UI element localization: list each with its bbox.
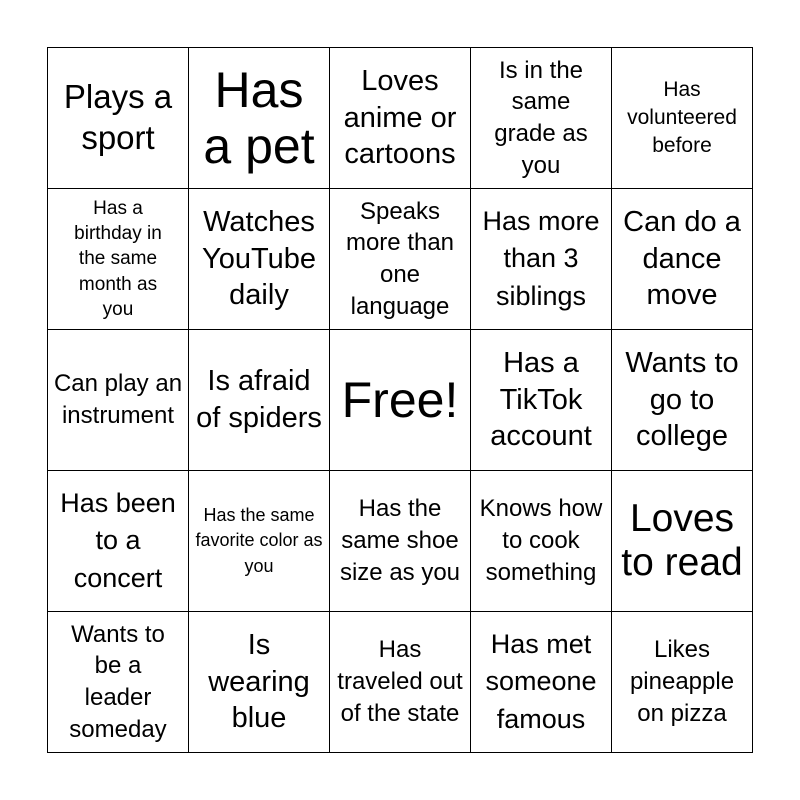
bingo-cell[interactable] bbox=[471, 471, 612, 612]
bingo-cell[interactable] bbox=[48, 48, 189, 189]
bingo-cell-text: Has a pet bbox=[203, 62, 315, 174]
bingo-cell-text: Has a birthday in the same month as you bbox=[74, 198, 162, 320]
bingo-cell-text: Wants to be a leader someday bbox=[69, 620, 167, 743]
bingo-cell[interactable] bbox=[612, 189, 753, 330]
bingo-cell[interactable] bbox=[189, 612, 330, 753]
bingo-cell-text: Speaks more than one language bbox=[345, 197, 455, 320]
bingo-cell-text: Is in the same grade as you bbox=[494, 56, 588, 179]
bingo-cell[interactable] bbox=[330, 471, 471, 612]
bingo-cell[interactable] bbox=[48, 612, 189, 753]
bingo-cell-text: Plays a sport bbox=[63, 78, 173, 156]
bingo-cell[interactable] bbox=[612, 48, 753, 189]
bingo-cell[interactable] bbox=[189, 471, 330, 612]
bingo-cell[interactable] bbox=[471, 612, 612, 753]
bingo-cell-text: Has more than 3 siblings bbox=[482, 206, 600, 311]
bingo-cell-text: Wants to go to college bbox=[625, 347, 739, 453]
bingo-cell-text: Has been to a concert bbox=[60, 488, 176, 593]
bingo-cell-text: Watches YouTube daily bbox=[202, 206, 316, 312]
bingo-cell-text: Has the same shoe size as you bbox=[339, 495, 461, 586]
bingo-cell[interactable] bbox=[471, 189, 612, 330]
bingo-cell[interactable] bbox=[330, 189, 471, 330]
bingo-cell-text: Can do a dance move bbox=[623, 206, 741, 312]
bingo-cell[interactable] bbox=[612, 330, 753, 471]
bingo-cell-text: Can play an instrument bbox=[53, 370, 183, 429]
bingo-cell[interactable] bbox=[48, 471, 189, 612]
bingo-cell[interactable] bbox=[330, 612, 471, 753]
bingo-cell[interactable] bbox=[189, 189, 330, 330]
bingo-cell[interactable] bbox=[471, 48, 612, 189]
bingo-cell[interactable] bbox=[48, 330, 189, 471]
bingo-cell-text: Likes pineapple on pizza bbox=[629, 636, 735, 727]
bingo-cell-text: Knows how to cook something bbox=[479, 495, 603, 586]
bingo-cell[interactable] bbox=[189, 330, 330, 471]
bingo-cell-text: Has met someone famous bbox=[485, 629, 597, 734]
bingo-board bbox=[47, 47, 753, 753]
free-space-text: Free! bbox=[341, 372, 459, 428]
bingo-cell-text: Has the same favorite color as you bbox=[195, 505, 323, 576]
bingo-cell[interactable] bbox=[612, 471, 753, 612]
free-space[interactable] bbox=[330, 330, 471, 471]
bingo-cell-text: Loves anime or cartoons bbox=[343, 65, 457, 171]
bingo-cell-text: Has a TikTok account bbox=[490, 347, 592, 453]
bingo-cell[interactable] bbox=[48, 189, 189, 330]
bingo-cell-text: Loves to read bbox=[621, 496, 743, 584]
bingo-cell[interactable] bbox=[471, 330, 612, 471]
bingo-cell[interactable] bbox=[330, 48, 471, 189]
bingo-cell[interactable] bbox=[612, 612, 753, 753]
bingo-cell-text: Has volunteered before bbox=[627, 78, 737, 157]
bingo-cell-text: Is afraid of spiders bbox=[196, 365, 322, 434]
bingo-cell[interactable] bbox=[189, 48, 330, 189]
bingo-cell-text: Is wearing blue bbox=[208, 629, 310, 735]
bingo-cell-text: Has traveled out of the state bbox=[337, 636, 463, 727]
